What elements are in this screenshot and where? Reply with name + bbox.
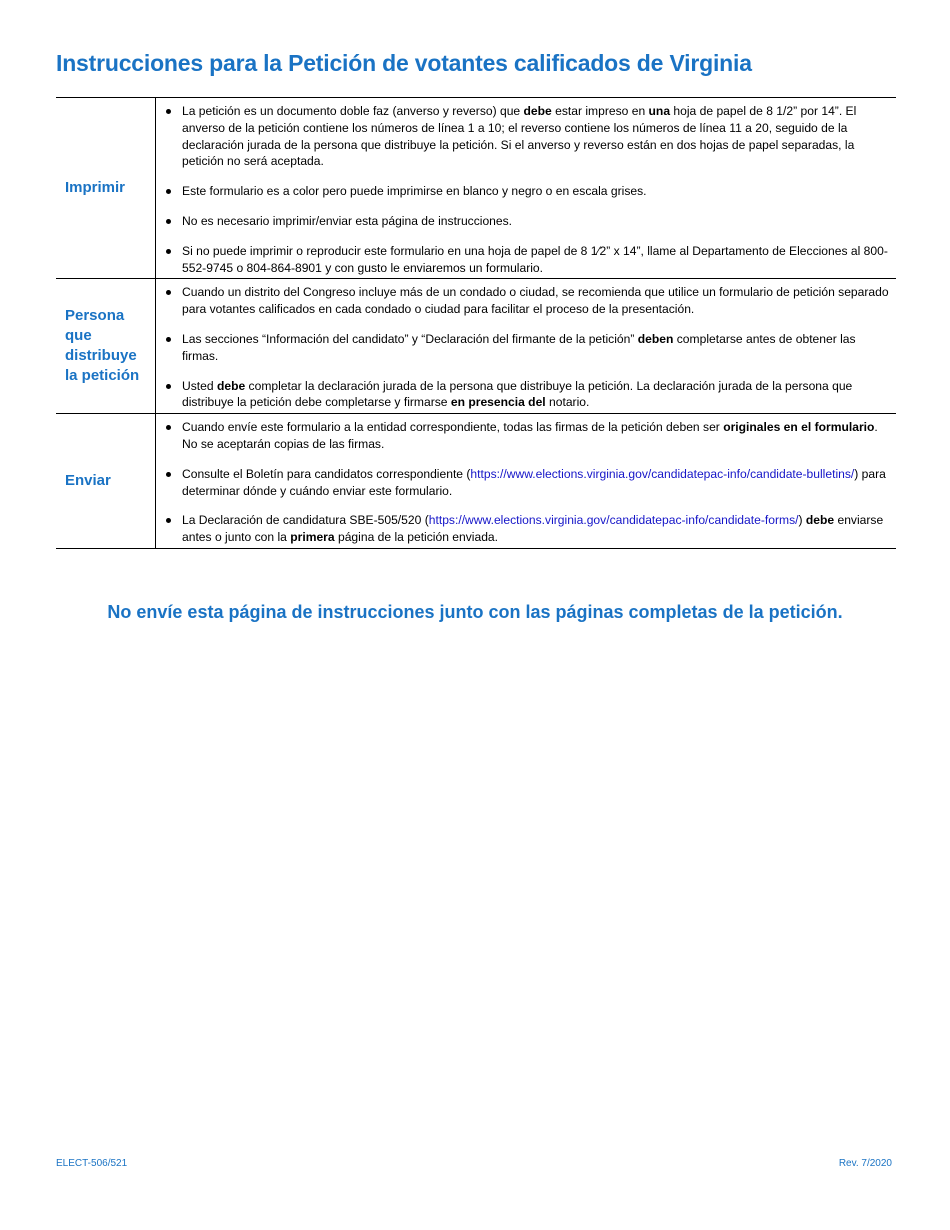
section-row-imprimir bbox=[56, 98, 896, 279]
bullet-item bbox=[162, 243, 892, 277]
bold-text: deben bbox=[637, 331, 674, 346]
bullet-item bbox=[162, 103, 892, 170]
bold-text: debe bbox=[523, 104, 552, 118]
bullet-list bbox=[162, 103, 892, 276]
text-run: completarse antes de obtener las firmas. bbox=[182, 331, 856, 363]
url-link[interactable]: https://www.elections.virginia.gov/candidatepac-info/candidate-forms/ bbox=[428, 513, 799, 528]
text-run: Este formulario es a color pero puede imprimirse en blanco y negro o en escala grises. bbox=[182, 184, 647, 199]
bullet-list bbox=[162, 284, 892, 411]
text-run: estar impreso en bbox=[551, 104, 649, 118]
bullet-item bbox=[162, 378, 892, 412]
form-id: ELECT-506/521 bbox=[56, 1158, 128, 1169]
section-label: Imprimir bbox=[56, 98, 156, 279]
bullet-item bbox=[162, 284, 892, 318]
text-run: ) bbox=[798, 513, 806, 528]
bullet-item bbox=[162, 419, 892, 453]
notice-text: No envíe esta página de instrucciones junto con las páginas completas de la petición. bbox=[107, 602, 843, 622]
bold-text: debe bbox=[216, 378, 246, 393]
bold-text: debe bbox=[805, 513, 835, 528]
revision-date: Rev. 7/2020 bbox=[838, 1158, 892, 1169]
bold-text: primera bbox=[290, 530, 335, 545]
bold-text: originales en el formulario bbox=[723, 420, 875, 435]
text-run: Usted bbox=[182, 378, 217, 393]
bold-text: en presencia del bbox=[450, 395, 546, 410]
text-run: página de la petición enviada. bbox=[334, 530, 499, 545]
bullet-item bbox=[162, 512, 892, 546]
page-title: Instrucciones para la Petición de votantes calificados de Virginia bbox=[56, 50, 752, 76]
text-run: hoja de papel de 8 1/2” por 14”. El anverso de la petición contiene los números de línea 1 a 10; el reverso contiene los números de línea 11 a 20, seguido de la declaración jurada de la persona que distribuye la petición. Si el anverso y reverso están en dos hojas de papel separadas, la petición no será aceptada. bbox=[182, 104, 857, 169]
text-run: La petición es un documento doble faz (anverso y reverso) que bbox=[182, 104, 524, 118]
bullet-list bbox=[162, 419, 892, 546]
text-run: Las secciones “Información del candidato” y “Declaración del firmante de la petición” bbox=[182, 331, 638, 346]
text-run: La Declaración de candidatura SBE-505/520 ( bbox=[182, 513, 429, 528]
text-run: . No se aceptarán copias de las firmas. bbox=[182, 420, 878, 451]
instructions-table bbox=[56, 97, 896, 549]
section-content bbox=[156, 279, 897, 414]
text-run: enviarse antes o junto con la bbox=[182, 513, 884, 545]
bold-text: una bbox=[648, 104, 671, 118]
text-run: Si no puede imprimir o reproducir este formulario en una hoja de papel de 8 1⁄2” x 14”, llame al Departamento de Elecciones al 800-552-9745 o 804-864-8901 y con gusto le enviaremos un formulario. bbox=[182, 243, 888, 275]
section-label: Enviar bbox=[56, 414, 156, 549]
bullet-item bbox=[162, 331, 892, 365]
bullet-item bbox=[162, 466, 892, 500]
bullet-item bbox=[162, 183, 892, 200]
text-run: completar la declaración jurada de la persona que distribuye la petición. La declaración jurada de la persona que distribuye la petición debe completarse y firmarse bbox=[182, 378, 853, 410]
text-run: notario. bbox=[545, 395, 590, 410]
section-content bbox=[156, 414, 897, 549]
text-run: ) para determinar dónde y cuándo enviar este formulario. bbox=[182, 466, 886, 498]
text-run: Cuando un distrito del Congreso incluye más de un condado o ciudad, se recomienda que utilice un formulario de petición separado para votantes calificados en cada condado o ciudad para facilitar el proceso de la presentación. bbox=[182, 285, 889, 317]
section-content bbox=[156, 98, 897, 279]
text-run: Consulte el Boletín para candidatos correspondiente ( bbox=[182, 466, 471, 481]
section-row-enviar bbox=[56, 414, 896, 549]
text-run: Cuando envíe este formulario a la entidad correspondiente, todas las firmas de la petición deben ser bbox=[182, 420, 724, 435]
url-link[interactable]: https://www.elections.virginia.gov/candidatepac-info/candidate-bulletins/ bbox=[470, 466, 855, 481]
bullet-item bbox=[162, 213, 892, 230]
section-row-persona bbox=[56, 279, 896, 414]
text-run: No es necesario imprimir/enviar esta página de instrucciones. bbox=[182, 213, 513, 228]
section-label: Persona que distribuye la petición bbox=[56, 279, 156, 414]
